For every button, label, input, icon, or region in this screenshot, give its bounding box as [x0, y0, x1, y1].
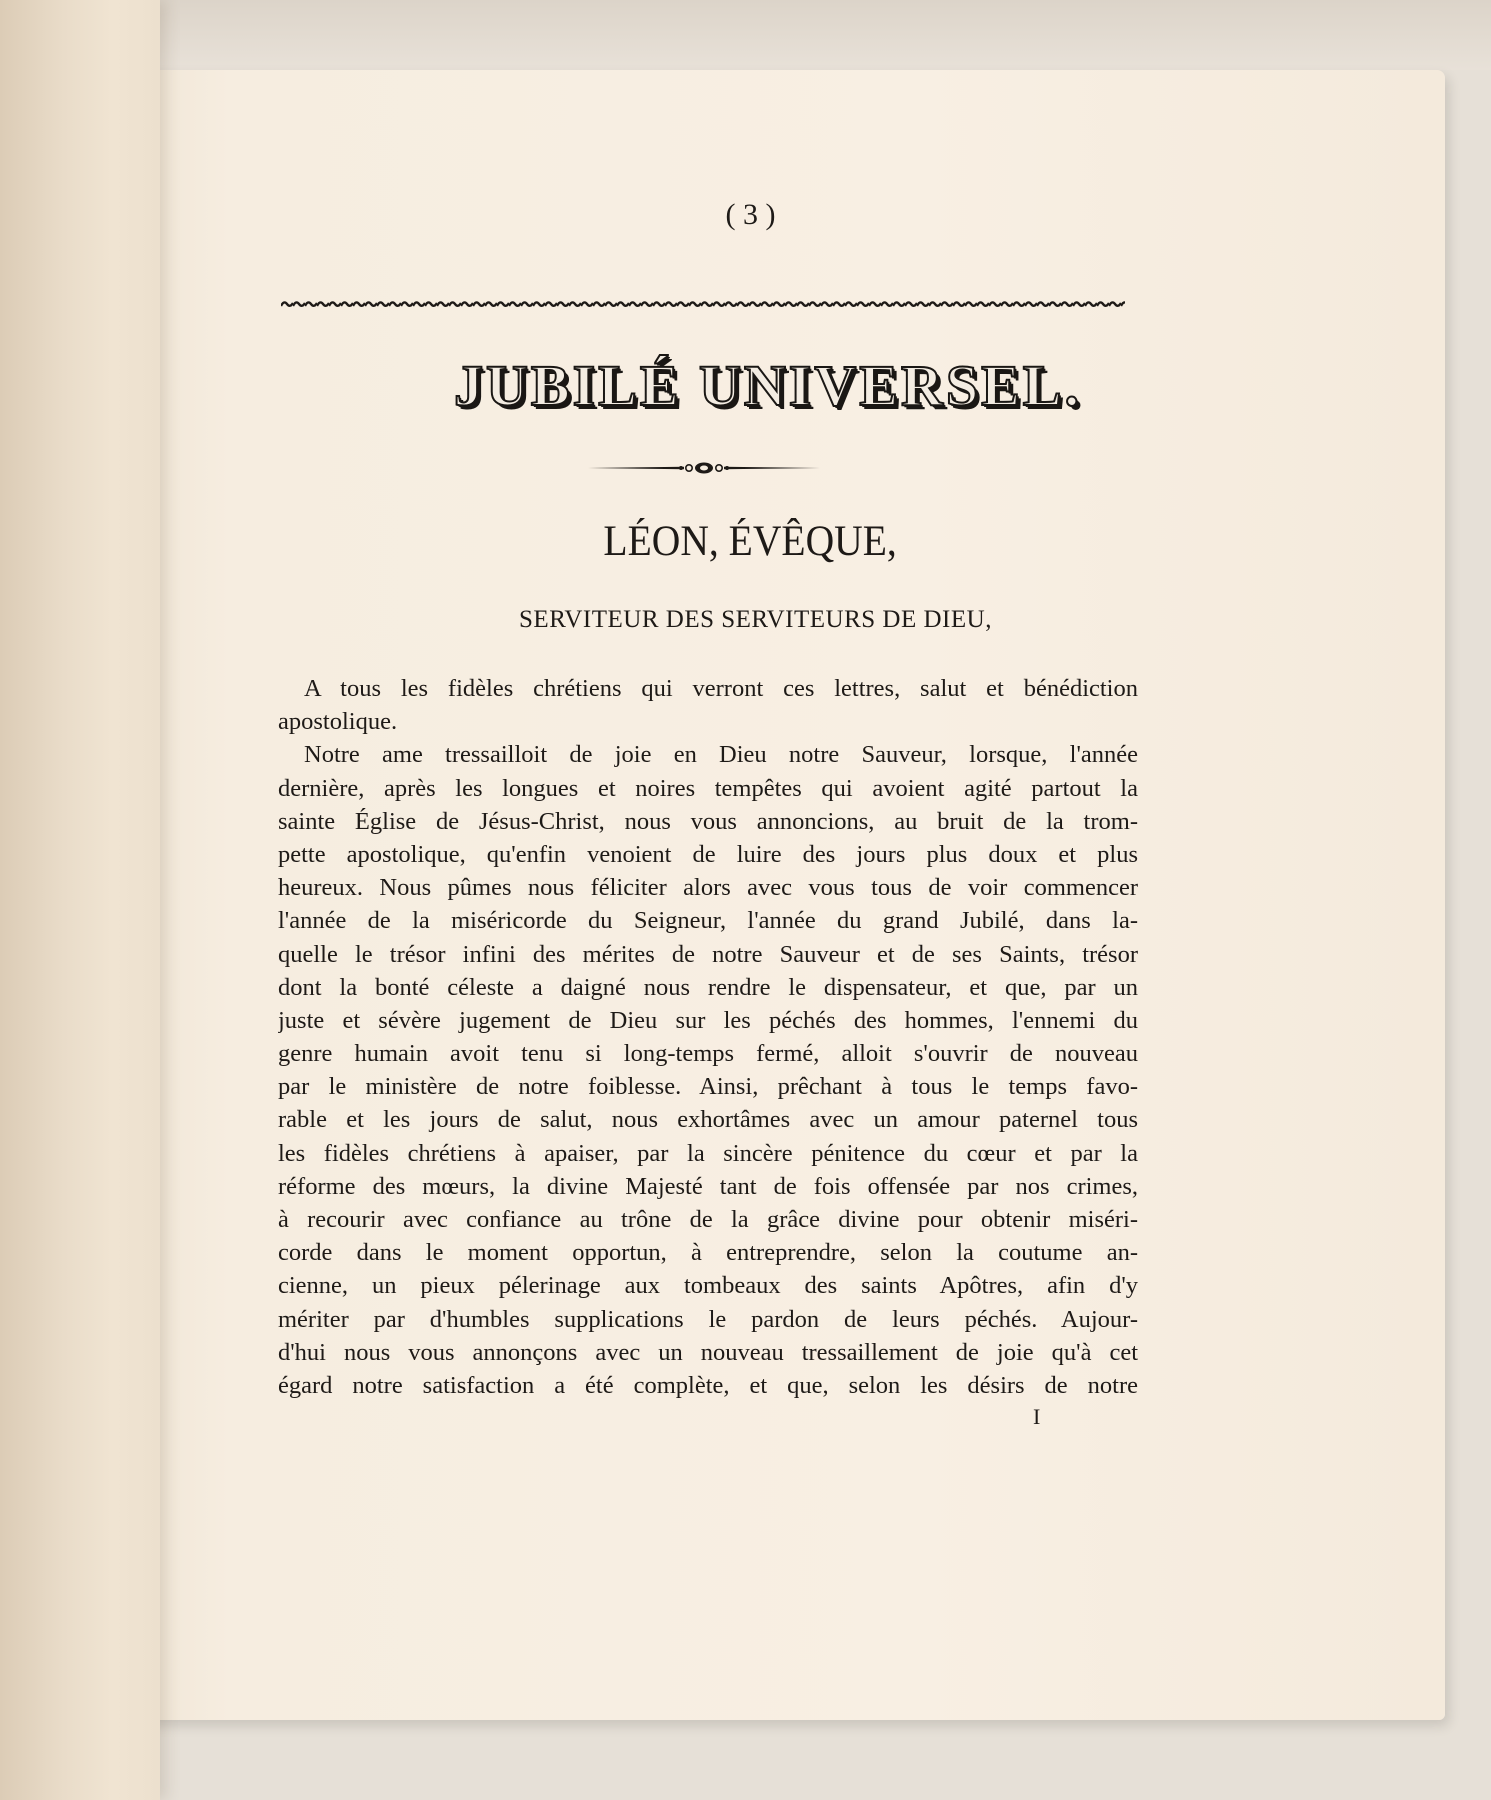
- text-line: corde dans le moment opportun, à entreprendre, selon la coutume an-: [278, 1239, 1138, 1267]
- text-line: dernière, après les longues et noires tempêtes qui avoient agité partout la: [278, 774, 1138, 802]
- text-line: l'année de la miséricorde du Seigneur, l'année du grand Jubilé, dans la-: [278, 907, 1138, 935]
- document-title: JUBILÉ UNIVERSEL.: [454, 353, 1082, 418]
- text-line: Notre ame tressailloit de joie en Dieu notre Sauveur, lorsque, l'année: [304, 741, 1138, 769]
- decorative-rule-top: [281, 299, 1125, 309]
- text-line: cienne, un pieux pélerinage aux tombeaux des saints Apôtres, afin d'y: [278, 1272, 1138, 1300]
- text-line: à recourir avec confiance au trône de la grâce divine pour obtenir miséri-: [278, 1206, 1138, 1233]
- background-top: [0, 0, 1491, 70]
- heading-leon-eveque: LÉON, ÉVÊQUE,: [603, 518, 897, 565]
- title-ornament: [588, 458, 820, 478]
- text-line: heureux. Nous pûmes nous féliciter alors avec vous tous de voir commencer: [278, 874, 1138, 902]
- text-line: égard notre satisfaction a été complète, et que, selon les désirs de notre: [278, 1371, 1138, 1399]
- text-line: genre humain avoit tenu si long-temps fermé, alloit s'ouvrir de nouveau: [278, 1040, 1138, 1068]
- body-text: [278, 672, 1138, 1402]
- text-line: pette apostolique, qu'enfin venoient de luire des jours plus doux et plus: [278, 840, 1138, 868]
- text-line: les fidèles chrétiens à apaiser, par la sincère pénitence du cœur et par la: [278, 1139, 1138, 1167]
- subheading-serviteur: SERVITEUR DES SERVITEURS DE DIEU,: [519, 606, 992, 633]
- text-line: dont la bonté céleste a daigné nous rendre le dispensateur, et que, par un: [278, 973, 1138, 1001]
- text-line: apostolique.: [278, 708, 398, 736]
- text-line: rable et les jours de salut, nous exhortâmes avec un amour paternel tous: [278, 1106, 1138, 1134]
- page-number: ( 3 ): [725, 198, 776, 231]
- text-line: mériter par d'humbles supplications le pardon de leurs péchés. Aujour-: [278, 1305, 1138, 1333]
- previous-page-fold: [0, 0, 160, 1800]
- text-line: par le ministère de notre foiblesse. Ainsi, prêchant à tous le temps favo-: [278, 1073, 1138, 1101]
- text-line: quelle le trésor infini des mérites de notre Sauveur et de ses Saints, trésor: [278, 940, 1138, 968]
- text-line: sainte Église de Jésus-Christ, nous vous annoncions, au bruit de la trom-: [278, 807, 1138, 835]
- text-line: d'hui nous vous annonçons avec un nouveau tressaillement de joie qu'à cet: [278, 1338, 1138, 1366]
- signature-mark: I: [1033, 1404, 1041, 1429]
- text-line: A tous les fidèles chrétiens qui verront ces lettres, salut et bénédiction: [304, 675, 1138, 702]
- text-line: juste et sévère jugement de Dieu sur les péchés des hommes, l'ennemi du: [278, 1006, 1138, 1034]
- text-line: réforme des mœurs, la divine Majesté tant de fois offensée par nos crimes,: [278, 1172, 1138, 1200]
